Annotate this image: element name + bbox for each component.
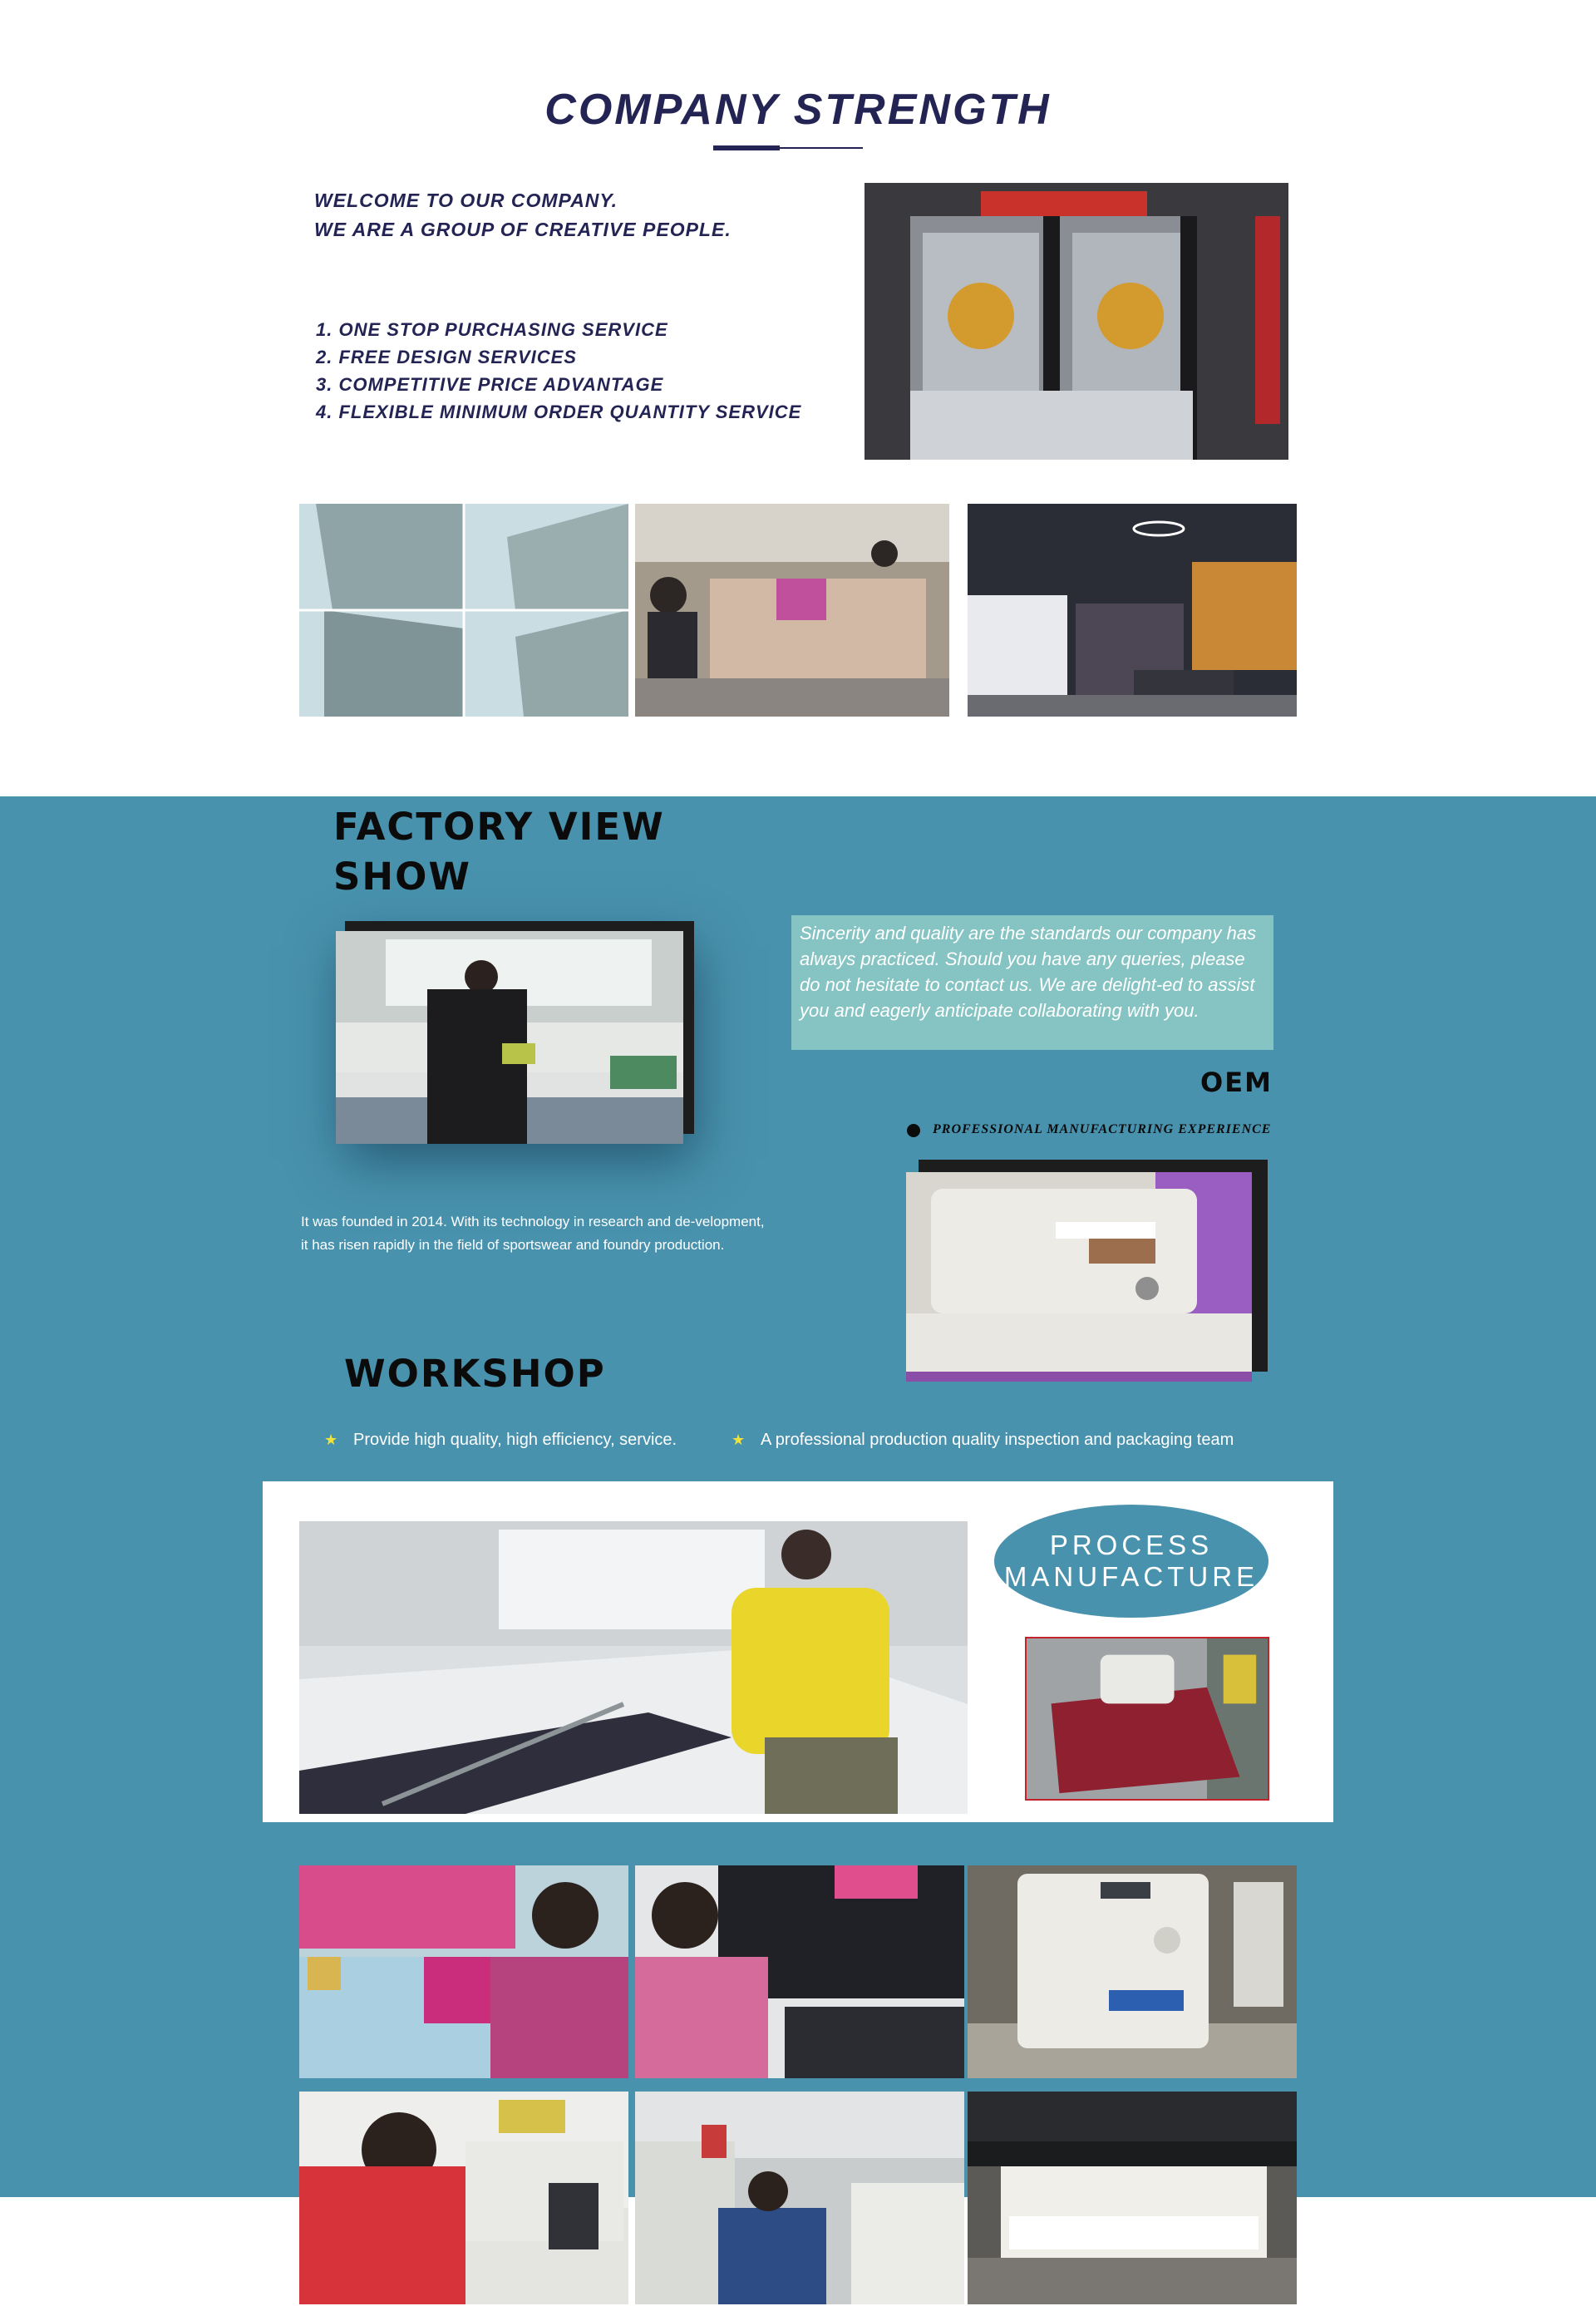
sewing-machine-photo <box>906 1172 1252 1382</box>
founded-description: It was founded in 2014. With its technology in research and de-velopment, it has risen rapidly in the field of sportswear and foundry production. <box>301 1214 765 1253</box>
intro-line: WELCOME TO OUR COMPANY. <box>314 190 618 211</box>
star-icon: ★ <box>732 1431 746 1448</box>
service-item: 3. COMPETITIVE PRICE ADVANTAGE <box>316 374 664 395</box>
sewing-worker-photo <box>299 2092 628 2304</box>
sorting-worker-photo <box>635 1865 964 2078</box>
quote-box: Sincerity and quality are the standards our company has always practiced. Should you have any queries, please do not hesitate to contact us. We are delight-ed to assist you and eagerly anticipate collaborating with you. <box>791 915 1273 1050</box>
service-item: 2. FREE DESIGN SERVICES <box>316 347 577 367</box>
production-line-photo <box>635 2092 964 2304</box>
service-item: 1. ONE STOP PURCHASING SERVICE <box>316 319 668 340</box>
process-badge <box>994 1505 1268 1618</box>
process-label-line2: MANUFACTURE <box>1003 1561 1259 1592</box>
showroom-photo <box>968 504 1297 717</box>
overlock-machine-photo <box>968 1865 1297 2078</box>
cutting-plotter-photo <box>968 2092 1297 2304</box>
design-office-photo <box>635 504 949 717</box>
process-label-line1: PROCESS <box>1049 1530 1214 1560</box>
workshop-feature: A professional production quality inspection and packaging team <box>761 1431 1234 1449</box>
oem-subtitle: PROFESSIONAL MANUFACTURING EXPERIENCE <box>933 1122 1272 1136</box>
heat-press-photo <box>1025 1637 1269 1801</box>
star-icon: ★ <box>324 1431 338 1448</box>
factory-heading-2: SHOW <box>333 855 471 899</box>
title-underline-accent <box>713 145 780 150</box>
page-title: COMPANY STRENGTH <box>544 86 1052 134</box>
bullet-icon <box>907 1124 920 1137</box>
oem-title: OEM <box>1200 1067 1273 1098</box>
building-collage-photo <box>299 504 628 717</box>
ironing-worker-photo <box>336 931 683 1144</box>
workshop-heading: WORKSHOP <box>344 1352 606 1396</box>
fabric-cutting-photo <box>299 1521 968 1814</box>
factory-heading: FACTORY VIEW <box>333 805 665 849</box>
office-entrance-photo <box>864 183 1288 460</box>
intro-line: WE ARE A GROUP OF CREATIVE PEOPLE. <box>314 219 732 240</box>
workshop-feature: Provide high quality, high efficiency, service. <box>353 1431 677 1449</box>
folding-worker-photo <box>299 1865 628 2078</box>
service-item: 4. FLEXIBLE MINIMUM ORDER QUANTITY SERVICE <box>316 402 802 422</box>
